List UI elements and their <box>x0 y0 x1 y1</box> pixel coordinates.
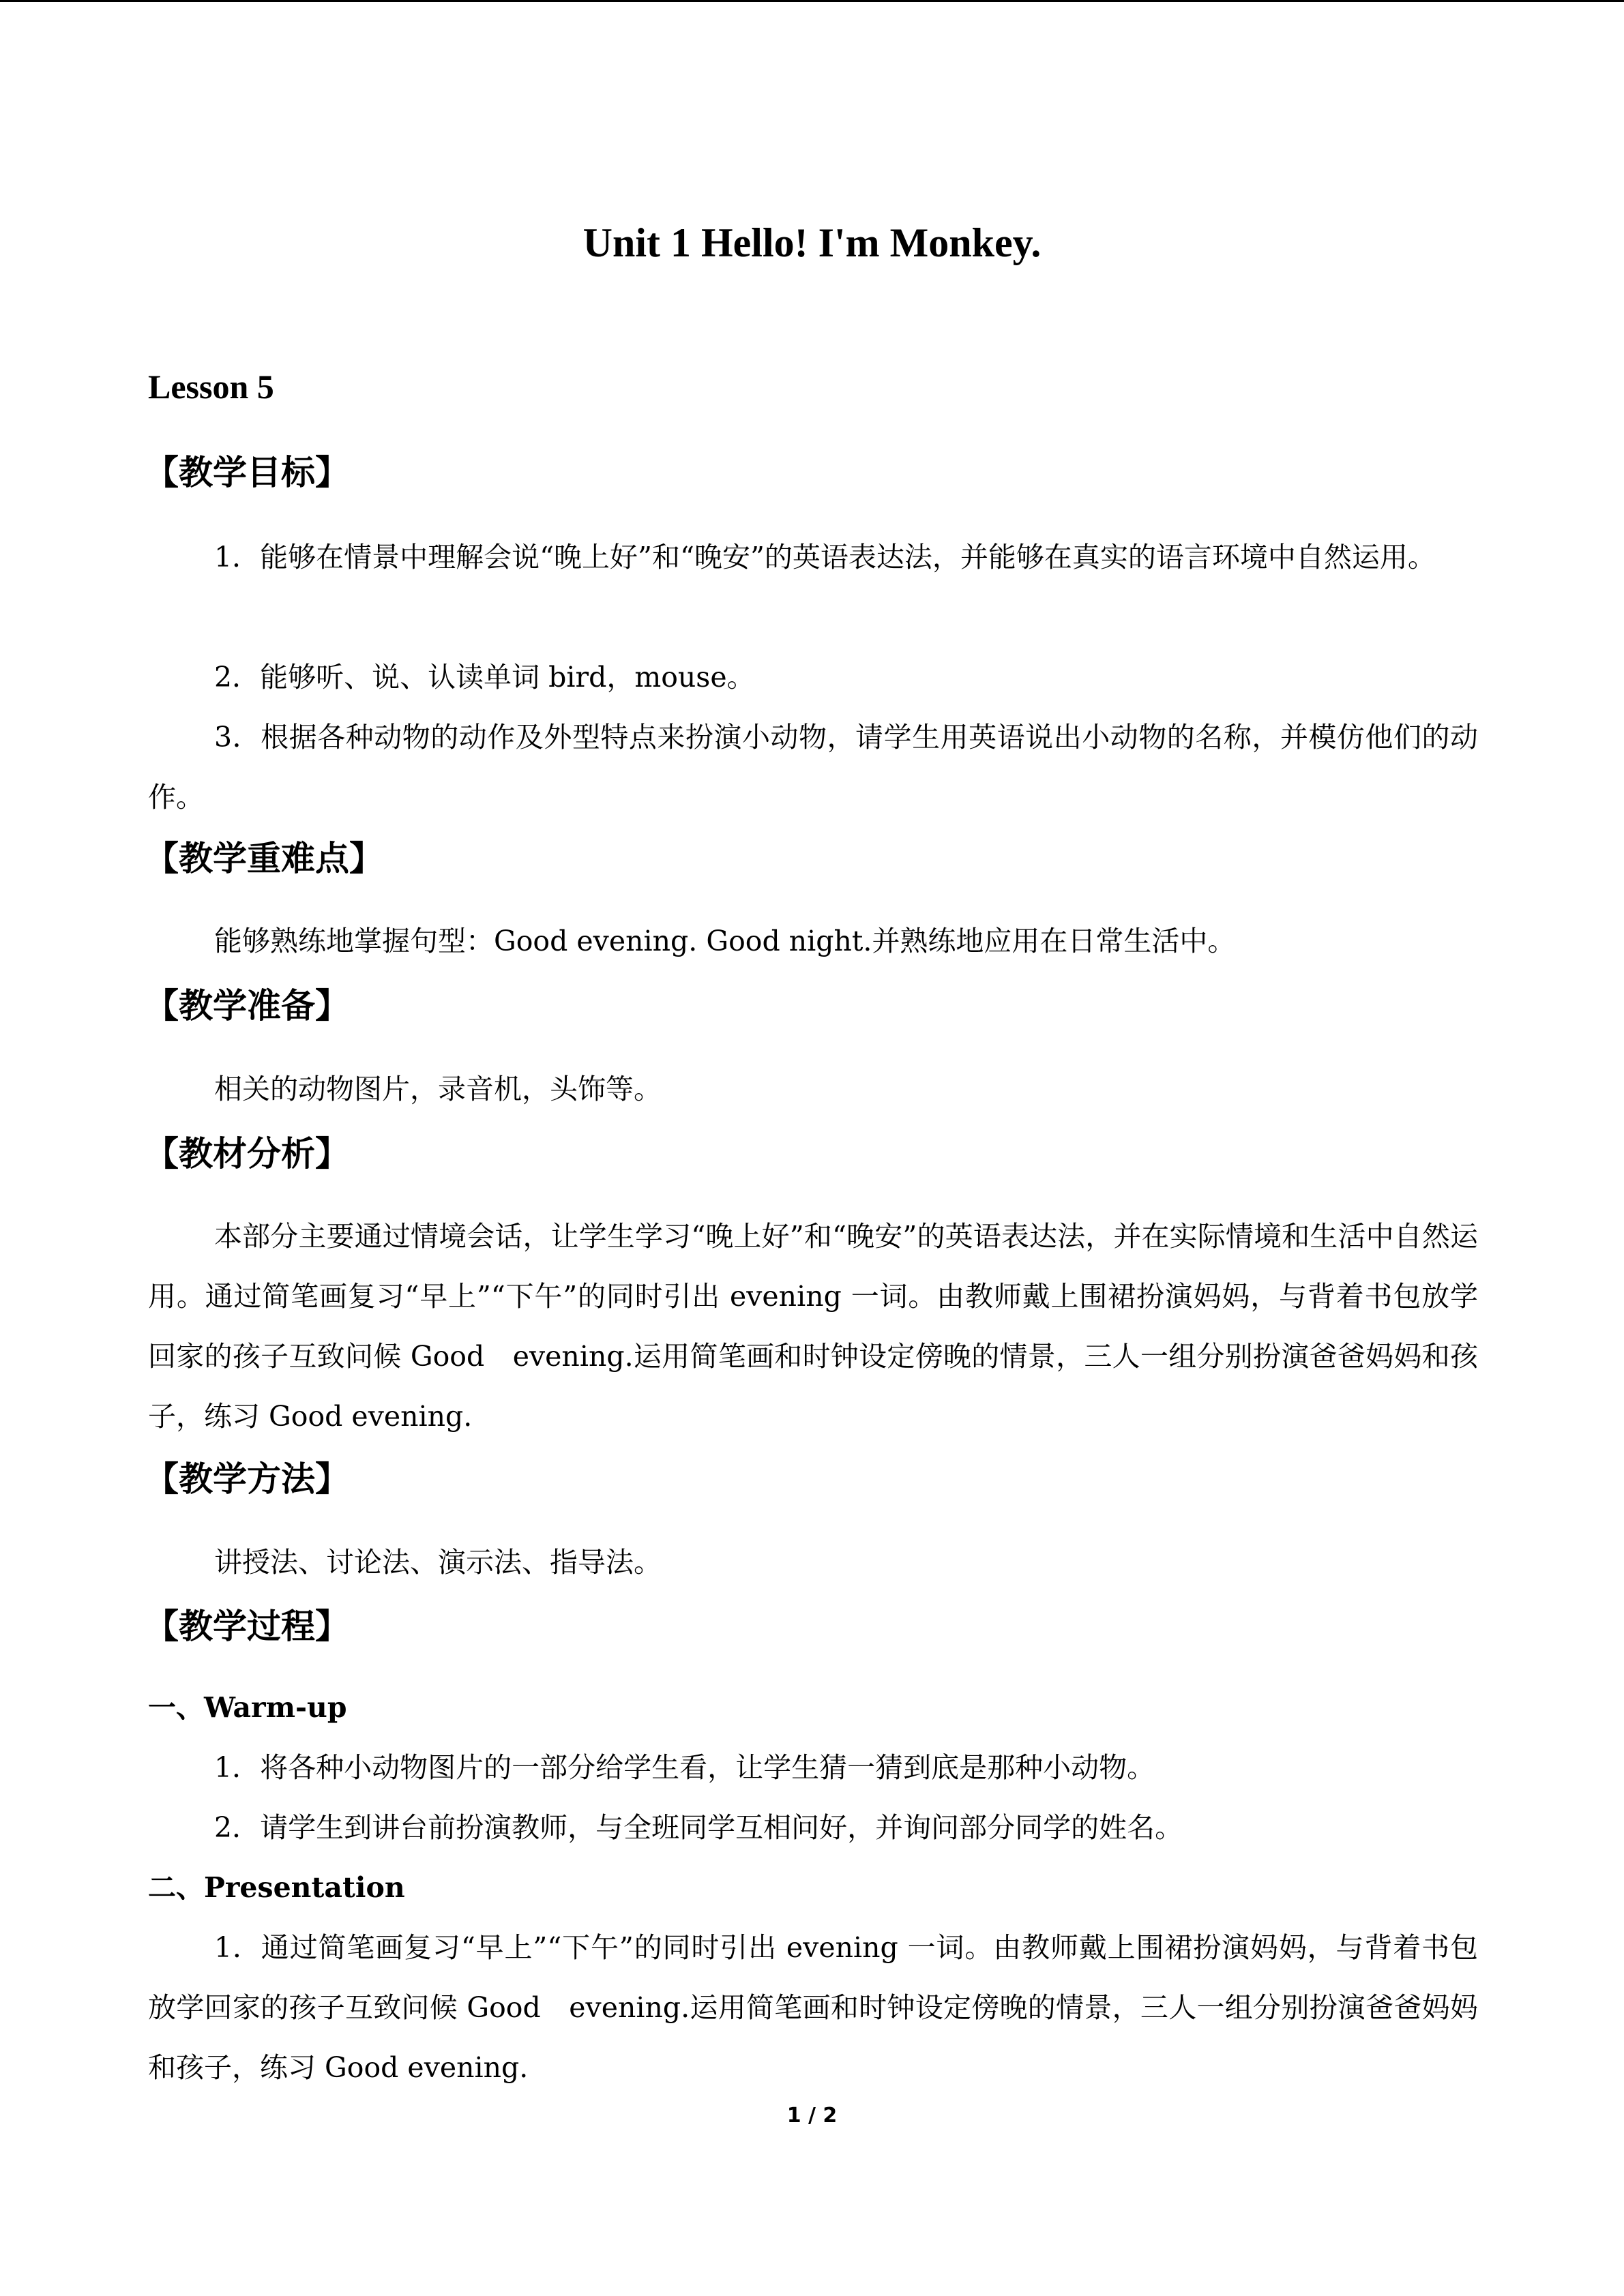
warmup-item-2: 2．请学生到讲台前扮演教师，与全班同学互相问好，并询问部分同学的姓名。 <box>214 1811 1183 1844</box>
lesson-label: Lesson 5 <box>148 368 274 406</box>
key-points-heading: 【教学重难点】 <box>145 839 383 878</box>
presentation-item-1: 1．通过简笔画复习“早上”“下午”的同时引出 evening 一词。由教师戴上围裙扮演妈妈，与背着书包放学回家的孩子互致问候 Good evening.运用简笔画和时钟设定傍晚的情景，三人一组分别扮演爸爸妈妈和孩子，练习 Good evening. <box>148 1931 1478 2084</box>
preparation-text: 相关的动物图片，录音机，头饰等。 <box>214 1073 662 1105</box>
objective-item-2: 2．能够听、说、认读单词 bird，mouse。 <box>214 661 755 694</box>
objectives-heading: 【教学目标】 <box>145 453 349 492</box>
preparation-heading: 【教学准备】 <box>145 986 349 1026</box>
analysis-heading: 【教材分析】 <box>145 1134 349 1174</box>
methods-heading: 【教学方法】 <box>145 1459 349 1499</box>
key-points-text: 能够熟练地掌握句型：Good evening. Good night.并熟练地应用在日常生活中。 <box>214 925 1236 957</box>
page-number: 1 / 2 <box>786 2104 838 2128</box>
objective-item-3: 3．根据各种动物的动作及外型特点来扮演小动物，请学生用英语说出小动物的名称，并模仿他们的动作。 <box>148 721 1478 814</box>
analysis-text: 本部分主要通过情境会话，让学生学习“晚上好”和“晚安”的英语表达法，并在实际情境和生活中自然运用。通过简笔画复习“早上”“下午”的同时引出 evening 一词。由教师戴上围裙扮演妈妈，与背着书包放学回家的孩子互致问候 Good evening.运用简笔画和时钟设定傍晚的情景，三人一组分别扮演爸爸妈妈和孩子，练习 Good evening. <box>148 1220 1478 1433</box>
presentation-heading: 二、Presentation <box>148 1871 405 1904</box>
warmup-item-1: 1．将各种小动物图片的一部分给学生看，让学生猜一猜到底是那种小动物。 <box>214 1751 1155 1784</box>
methods-text: 讲授法、讨论法、演示法、指导法。 <box>214 1546 662 1579</box>
process-heading: 【教学过程】 <box>145 1607 349 1646</box>
document-title: Unit 1 Hello! I'm Monkey. <box>582 220 1042 265</box>
warmup-heading: 一、Warm-up <box>148 1691 347 1724</box>
objective-item-1: 1．能够在情景中理解会说“晚上好”和“晚安”的英语表达法，并能够在真实的语言环境中自然运用。 <box>214 541 1436 573</box>
